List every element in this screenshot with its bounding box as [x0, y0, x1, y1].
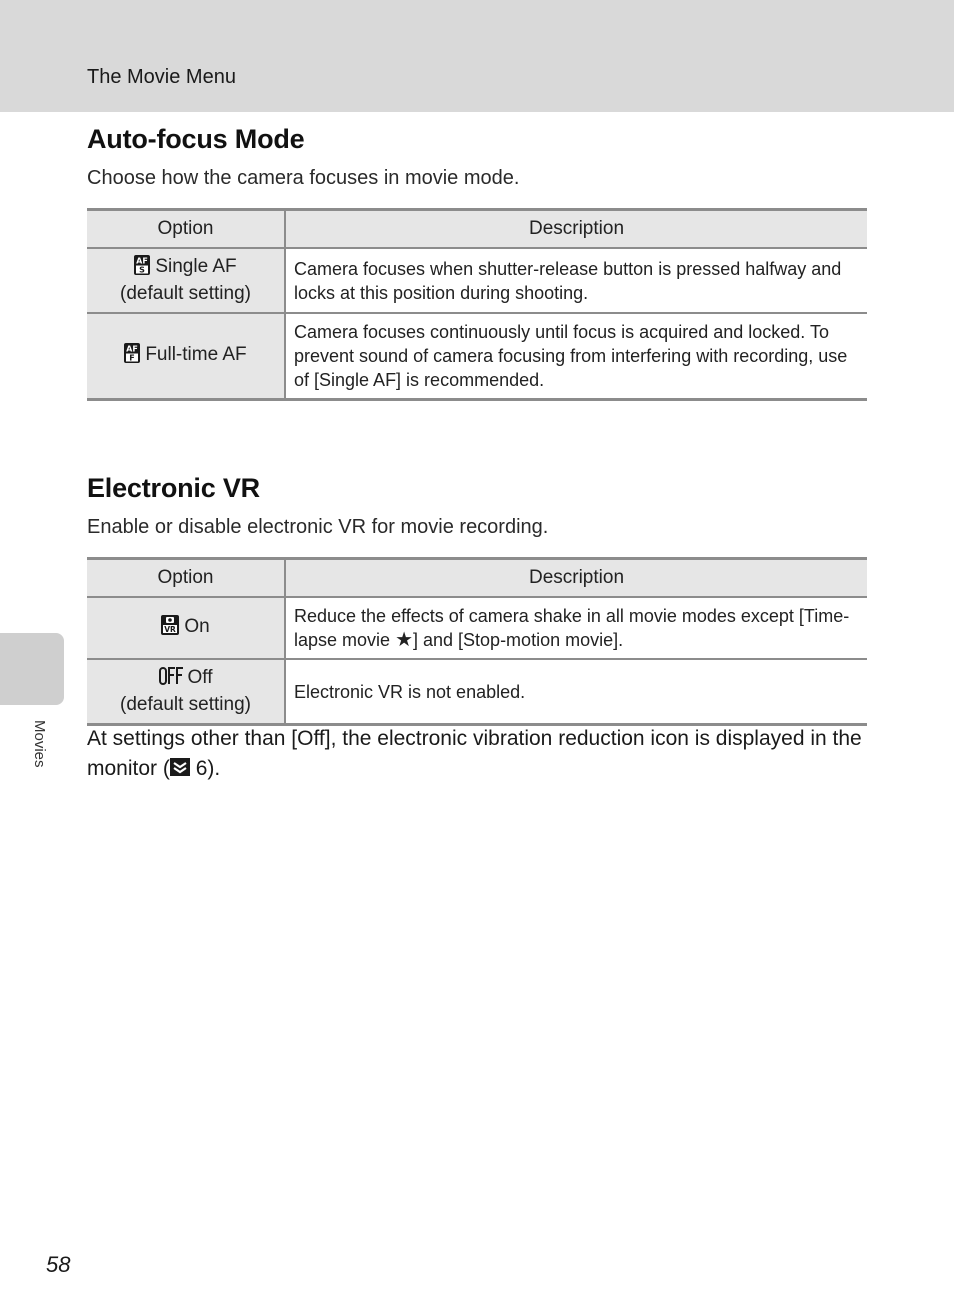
- option-label: Full-time AF: [145, 343, 247, 365]
- footnote: [87, 724, 877, 786]
- footnote-text: At settings other than [Off], the electronic vibration reduction icon is displayed in the monitor (: [87, 727, 862, 780]
- af-s-icon: [134, 255, 150, 282]
- star-icon: ★: [395, 629, 413, 651]
- vr-on-icon: [161, 615, 179, 642]
- option-label: On: [184, 615, 210, 637]
- page-number: 58: [46, 1252, 71, 1277]
- table-row: [87, 659, 867, 725]
- header-band: [0, 0, 954, 112]
- column-header-description: Description: [285, 210, 867, 249]
- electronic-vr-options-table: [87, 557, 867, 726]
- option-cell: [87, 597, 285, 659]
- off-icon: [159, 666, 183, 693]
- svg-text:S: S: [139, 265, 146, 275]
- option-cell: [87, 313, 285, 400]
- af-f-icon: [124, 343, 140, 370]
- description-cell: Camera focuses continuously until focus is acquired and locked. To prevent sound of camera focusing from interfering with recording, use of [Single AF] is recommended.: [285, 313, 867, 400]
- table-row: [87, 313, 867, 400]
- footnote-text-end: 6).: [189, 757, 221, 780]
- description-cell: Camera focuses when shutter-release button is pressed halfway and locks at this position during shooting.: [285, 248, 867, 313]
- description-cell: Electronic VR is not enabled.: [285, 659, 867, 725]
- table-row: [87, 597, 867, 659]
- svg-text:VR: VR: [164, 624, 177, 634]
- column-header-option: Option: [87, 210, 285, 249]
- table-header-row: [87, 210, 867, 249]
- page-reference-icon: [170, 756, 190, 786]
- svg-text:AF: AF: [126, 344, 139, 353]
- option-cell: [87, 248, 285, 313]
- option-default-note: (default setting): [120, 283, 251, 304]
- description-cell: [285, 597, 867, 659]
- column-header-description: Description: [285, 559, 867, 598]
- running-header: The Movie Menu: [87, 66, 236, 88]
- description-text-end: ] and [Stop-motion movie].: [413, 630, 624, 650]
- column-header-option: Option: [87, 559, 285, 598]
- option-label: Off: [187, 667, 213, 688]
- autofocus-options-table: [87, 208, 867, 401]
- section-title-electronic-vr: Electronic VR: [87, 473, 260, 503]
- chapter-tab-label: Movies: [31, 720, 48, 768]
- section-intro-autofocus: Choose how the camera focuses in movie mode.: [87, 167, 520, 189]
- table-header-row: [87, 559, 867, 598]
- section-intro-electronic-vr: Enable or disable electronic VR for movie recording.: [87, 516, 549, 538]
- option-cell: [87, 659, 285, 725]
- svg-text:F: F: [129, 353, 136, 362]
- description-text: Reduce the effects of camera shake in all movie modes except [Time-lapse movie: [294, 606, 850, 650]
- section-title-autofocus: Auto-focus Mode: [87, 124, 305, 154]
- table-row: [87, 248, 867, 313]
- chapter-tab: [0, 633, 64, 705]
- svg-text:AF: AF: [136, 256, 149, 266]
- option-default-note: (default setting): [120, 694, 251, 715]
- option-label: Single AF: [155, 256, 237, 277]
